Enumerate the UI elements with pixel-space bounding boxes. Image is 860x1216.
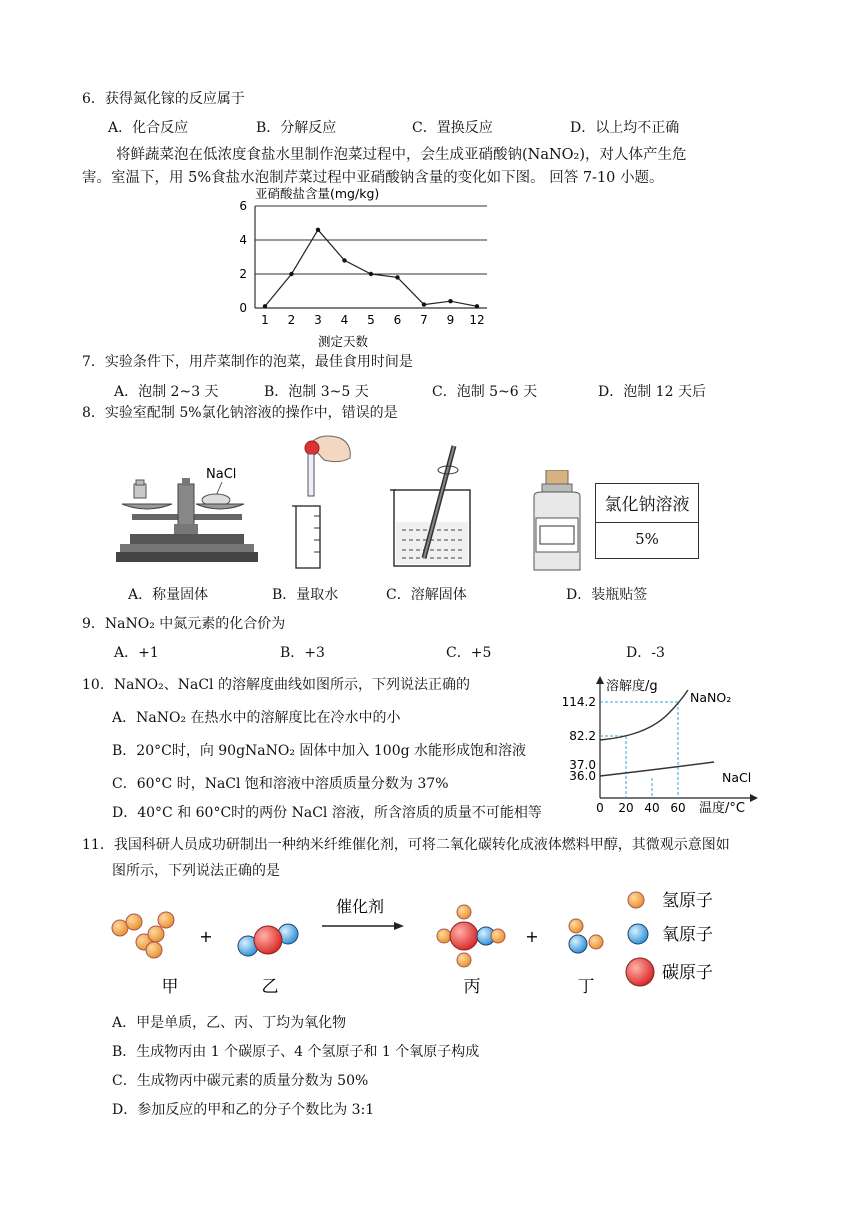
q9-option-b: B．+3 <box>280 645 325 661</box>
label-yi: 乙 <box>261 977 279 997</box>
plus-sign-1: + <box>199 927 213 946</box>
solubility-xlabel: 温度/°C <box>699 801 745 816</box>
reactant-jia-molecules <box>112 912 174 958</box>
bottle-label-name: 氯化钠溶液 <box>604 495 690 515</box>
chart-x-tick: 2 <box>287 313 296 327</box>
label-ding: 丁 <box>577 977 595 997</box>
label-jia: 甲 <box>161 977 179 997</box>
balance-illustration <box>112 450 262 570</box>
chart-x-tick: 4 <box>340 313 349 327</box>
passage-line-2: 害。室温下，用 5%食盐水泡制芹菜过程中亚硝酸钠含量的变化如下图。 回答 7-10 小题。 <box>82 170 664 186</box>
chart-point <box>422 302 426 306</box>
catalyst-label: 催化剂 <box>335 897 385 916</box>
q10-option-d: D．40°C 和 60°C时的两份 NaCl 溶液，所含溶质的质量不可能相等 <box>112 805 542 821</box>
chart-point <box>369 272 373 276</box>
q10-stem: 10．NaNO₂、NaCl 的溶解度曲线如图所示，下列说法正确的 <box>82 677 470 693</box>
bottle-label-box <box>595 483 699 559</box>
product-ding-molecule <box>569 919 603 953</box>
q7-option-b: B．泡制 3~5 天 <box>264 384 369 400</box>
chart-point <box>475 304 479 308</box>
q9-option-d: D．-3 <box>626 645 665 661</box>
chart-point <box>263 304 267 308</box>
q8-option-d: D．装瓶贴签 <box>566 587 648 603</box>
chart-x-tick: 1 <box>261 313 269 327</box>
y-tick-36-0: 36.0 <box>569 769 596 783</box>
q11-option-d: D．参加反应的甲和乙的分子个数比为 3:1 <box>112 1102 375 1118</box>
nitrite-chart <box>225 184 495 350</box>
reaction-diagram <box>100 884 740 998</box>
nano2-curve <box>600 690 688 740</box>
chart-x-tick: 12 <box>469 313 485 327</box>
chart-y-tick: 2 <box>239 267 247 281</box>
q6-option-c: C．置换反应 <box>412 120 493 136</box>
chart-series-line <box>265 230 477 306</box>
x-tick-0: 0 <box>596 801 604 815</box>
series-nacl-label: NaCl <box>722 770 752 785</box>
q8-stem: 8．实验室配制 5%氯化钠溶液的操作中，错误的是 <box>82 405 398 421</box>
chart-y-tick: 0 <box>239 301 247 315</box>
q11-option-c: C．生成物丙中碳元素的质量分数为 50% <box>112 1073 369 1089</box>
q8-option-c: C．溶解固体 <box>386 587 467 603</box>
reactant-yi-molecule <box>238 924 298 956</box>
legend-oxygen: 氧原子 <box>662 925 713 945</box>
atom-legend <box>626 891 713 986</box>
q9-stem: 9．NaNO₂ 中氮元素的化合价为 <box>82 616 286 632</box>
q9-option-a: A．+1 <box>114 645 159 661</box>
chart-point <box>448 299 452 303</box>
product-bing-molecule <box>437 905 505 967</box>
bottle-illustration <box>530 470 584 574</box>
chart-point <box>342 258 346 262</box>
q10-option-b: B．20°C时，向 90gNaNO₂ 固体中加入 100g 水能形成饱和溶液 <box>112 743 527 759</box>
beaker-illustration <box>388 440 478 570</box>
q7-option-a: A．泡制 2~3 天 <box>114 384 219 400</box>
plus-sign-2: + <box>525 927 539 946</box>
chart-x-tick: 6 <box>393 313 402 327</box>
q10-option-a: A．NaNO₂ 在热水中的溶解度比在冷水中的小 <box>112 710 401 726</box>
x-tick-40: 40 <box>644 801 660 815</box>
q11-option-b: B．生成物丙由 1 个碳原子、4 个氢原子和 1 个氧原子构成 <box>112 1044 480 1060</box>
chart-point <box>316 228 320 232</box>
chart-x-tick: 3 <box>314 313 322 327</box>
y-tick-82-2: 82.2 <box>569 729 596 743</box>
q6-option-a: A．化合反应 <box>108 120 189 136</box>
passage-line-1: 将鲜蔬菜泡在低浓度食盐水里制作泡菜过程中，会生成亚硝酸钠(NaNO₂)，对人体产生危 <box>116 147 687 163</box>
chart-y-tick: 6 <box>239 199 247 213</box>
solubility-ylabel: 溶解度/g <box>606 679 658 694</box>
q6-option-d: D．以上均不正确 <box>570 120 680 136</box>
legend-carbon: 碳原子 <box>662 963 713 983</box>
q6-stem: 6．获得氮化镓的反应属于 <box>82 91 245 107</box>
balance-nacl-label: NaCl <box>206 467 237 482</box>
legend-hydrogen: 氢原子 <box>662 891 713 911</box>
q7-option-d: D．泡制 12 天后 <box>598 384 706 400</box>
q7-stem: 7．实验条件下，用芹菜制作的泡菜，最佳食用时间是 <box>82 354 413 370</box>
y-tick-37-0: 37.0 <box>569 758 596 772</box>
q10-option-c: C．60°C 时，NaCl 饱和溶液中溶质质量分数为 37% <box>112 776 449 792</box>
q11-stem-line2: 图所示，下列说法正确的是 <box>112 863 280 879</box>
q11-option-a: A．甲是单质，乙、丙、丁均为氧化物 <box>112 1015 347 1031</box>
q7-option-c: C．泡制 5~6 天 <box>432 384 538 400</box>
chart-point <box>395 275 399 279</box>
q8-option-b: B．量取水 <box>272 587 339 603</box>
q9-option-c: C．+5 <box>446 645 492 661</box>
chart-x-tick: 7 <box>420 313 428 327</box>
y-tick-114-2: 114.2 <box>561 695 596 709</box>
solubility-graph <box>556 668 772 816</box>
x-tick-20: 20 <box>618 801 634 815</box>
bottle-label-concentration: 5% <box>635 530 659 548</box>
x-tick-60: 60 <box>670 801 686 815</box>
q6-option-b: B．分解反应 <box>256 120 337 136</box>
chart-x-tick: 5 <box>367 313 375 327</box>
chart-y-tick: 4 <box>239 233 247 247</box>
chart-ylabel: 亚硝酸盐含量(mg/kg) <box>255 186 380 201</box>
nacl-curve <box>600 762 714 776</box>
chart-x-tick: 9 <box>446 313 455 327</box>
chart-point <box>289 272 293 276</box>
q8-option-a: A．称量固体 <box>128 587 209 603</box>
cylinder-illustration <box>280 432 360 572</box>
chart-xlabel: 测定天数 <box>317 334 369 349</box>
series-nano2-label: NaNO₂ <box>690 690 732 705</box>
q11-stem-line1: 11．我国科研人员成功研制出一种纳米纤维催化剂，可将二氧化碳转化成液体燃料甲醇，其微观示意图如 <box>82 837 730 853</box>
label-bing: 丙 <box>463 977 481 997</box>
